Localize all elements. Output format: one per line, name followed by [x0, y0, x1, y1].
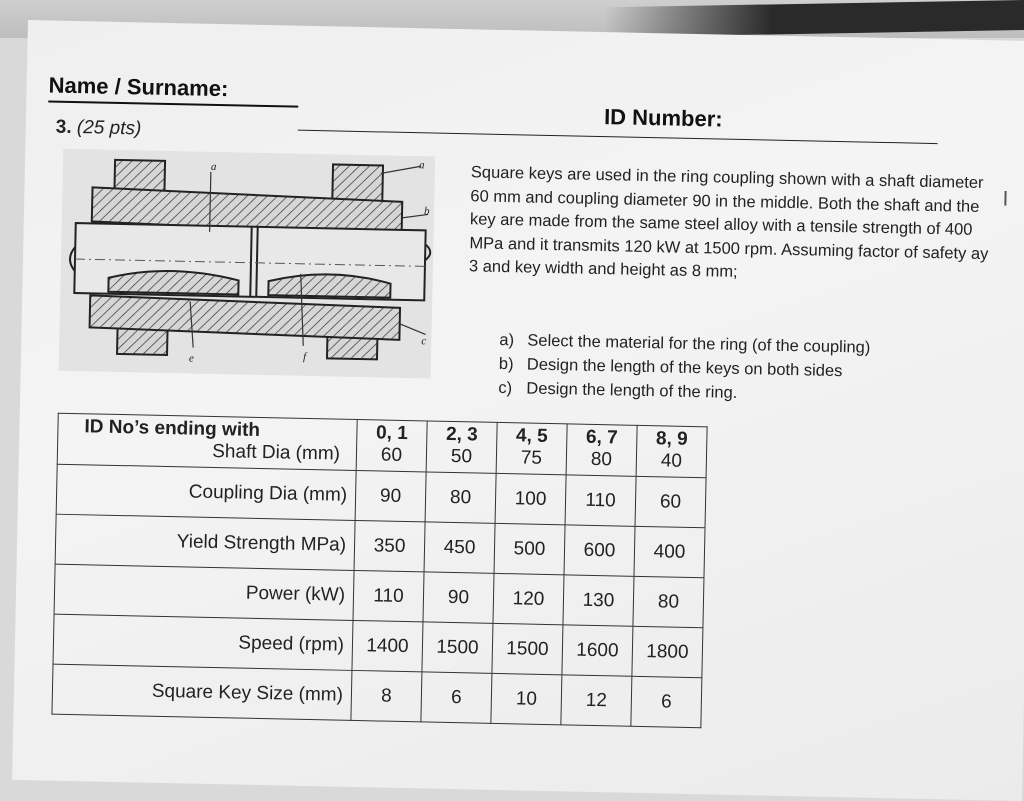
header-label: ID No’s ending with — [84, 416, 261, 441]
id-underline — [298, 130, 938, 144]
table-header-cell — [356, 419, 427, 471]
table-cell: 110 — [565, 475, 636, 526]
table-cell: 60 — [635, 476, 706, 527]
row-label: Power (kW) — [54, 564, 354, 620]
diagram-label-b: b — [423, 205, 430, 218]
part-letter: b) — [498, 354, 514, 374]
text-cursor-icon: I — [1002, 186, 1009, 211]
header-value: 8, 9 — [655, 428, 688, 450]
table-cell: 130 — [563, 575, 634, 626]
table-header-cell — [636, 425, 707, 477]
name-underline — [48, 100, 298, 107]
table-cell: 8 — [351, 670, 422, 721]
table-cell: 12 — [561, 675, 632, 726]
diagram-label-f: f — [302, 350, 307, 363]
header-value: 2, 3 — [445, 423, 478, 446]
header-value: 4, 5 — [515, 425, 548, 447]
table-cell: 80 — [425, 472, 496, 523]
table-cell: 1500 — [422, 622, 493, 673]
row-label: Square Key Size (mm) — [52, 664, 352, 720]
part-letter: c) — [498, 378, 513, 398]
header-value: 0, 1 — [375, 422, 408, 445]
table-cell: 6 — [631, 676, 702, 727]
table-cell: 80 — [590, 448, 613, 471]
table-cell: 400 — [634, 526, 705, 577]
part-text: Design the length of the ring. — [526, 379, 738, 402]
table-header-cell — [496, 422, 567, 474]
diagram-label-top: a — [210, 160, 217, 173]
table-header-cell — [566, 424, 637, 476]
part-text: Select the material for the ring (of the coupling) — [527, 331, 871, 357]
part-letter: a) — [499, 330, 515, 350]
table-cell: 450 — [424, 522, 495, 573]
name-surname-label: Name / Surname: — [48, 72, 229, 102]
table-cell: 350 — [354, 520, 425, 571]
table-cell: 40 — [660, 450, 683, 472]
header-value: 6, 7 — [585, 426, 618, 449]
table-cell: 1400 — [352, 620, 423, 671]
table-cell: 600 — [564, 525, 635, 576]
row-label: Speed (rpm) — [53, 614, 353, 670]
table-cell: 10 — [491, 673, 562, 724]
row-label: Coupling Dia (mm) — [56, 464, 356, 520]
table-cell: 1800 — [632, 626, 703, 677]
diagram-label-e: e — [188, 352, 194, 365]
table-cell: 60 — [380, 444, 403, 466]
row-label: Shaft Dia (mm) — [212, 440, 341, 465]
ring-coupling-diagram — [59, 149, 436, 379]
table-cell: 1600 — [562, 625, 633, 676]
table-cell: 50 — [450, 445, 473, 468]
table-cell: 100 — [495, 473, 566, 524]
question-points: (25 pts) — [76, 117, 142, 140]
question-parts — [498, 328, 959, 410]
table-header-cell — [426, 421, 497, 473]
table-cell: 90 — [355, 470, 426, 521]
diagram-label-c: c — [421, 335, 427, 348]
table-cell: 80 — [633, 576, 704, 627]
problem-statement: Square keys are used in the ring coupling shown with a shaft diameter 60 mm and coupling diameter 90 in the middle. Both the shaft and the key are made from the same steel alloy with a tensile strength of 400 MPa and it transmits 120 kW at 1500 rpm. Assuming factor of safety ay 3 and key width and height as 8 mm; — [468, 163, 989, 281]
diagram-label-a: a — [418, 159, 425, 172]
row-label: Yield Strength MPa) — [55, 514, 355, 570]
document-page — [12, 20, 1024, 801]
part-text: Design the length of the keys on both sides — [526, 355, 843, 381]
table-cell: 120 — [493, 573, 564, 624]
question-number: 3. — [55, 116, 72, 138]
table-header-cell — [57, 413, 357, 470]
id-number-label: ID Number: — [603, 104, 723, 132]
table-cell: 90 — [423, 572, 494, 623]
table-cell: 1500 — [492, 623, 563, 674]
table-cell: 75 — [520, 447, 543, 469]
table-cell: 6 — [421, 672, 492, 723]
parameter-table — [51, 413, 707, 729]
table-cell: 500 — [494, 523, 565, 574]
question-heading — [56, 117, 142, 141]
table-cell: 110 — [353, 570, 424, 621]
